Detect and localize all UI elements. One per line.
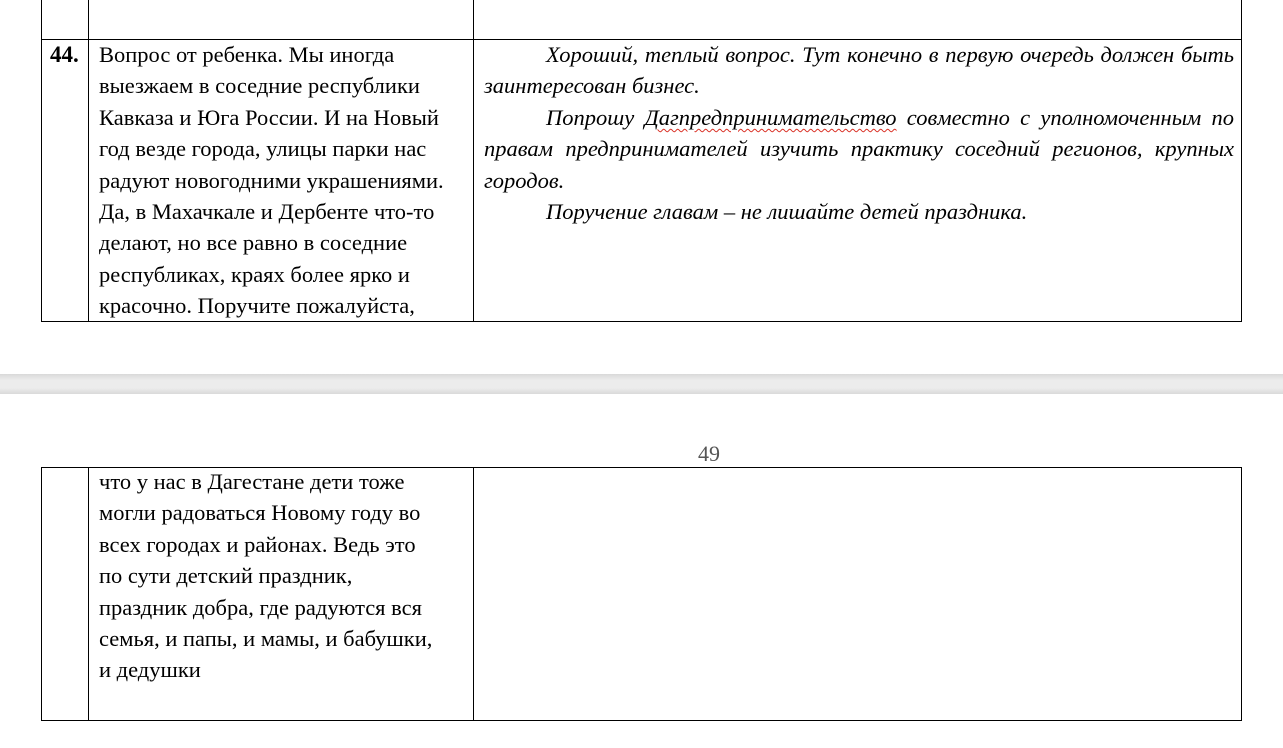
spellcheck-underlined-word[interactable]: Дагпредпринимательство [644,104,897,130]
question-line: праздник добра, где радуются вся [99,594,422,620]
answer-p2-start: Попрошу [546,104,635,130]
table-fragment-top [41,0,1242,322]
page-number: 49 [698,441,720,466]
column-divider-1 [88,0,89,321]
question-line: что у нас в Дагестане дети тоже [99,469,405,494]
column-divider-1 [88,468,89,720]
table-fragment-bottom [41,467,1242,721]
question-line: семья, и папы, и мамы, и бабушки, [99,626,433,652]
answer-paragraph-3: Поручение главам – не лишайте детей праздника. [546,199,1028,225]
column-divider-2 [473,468,474,720]
question-line: могли радоваться Новому году во [99,500,421,526]
answer-paragraph-1: Хороший, теплый вопрос. Тут конечно в первую очередь должен быть заинтересован бизнес. [484,42,1234,99]
document-page-49 [0,394,1283,748]
answer-paragraph-2 [484,102,1234,196]
question-text [99,39,469,322]
question-line: радуют новогодними украшениями. [99,167,444,193]
question-line: республиках, краях более ярко и [99,261,410,287]
row-number: 44. [50,42,79,67]
answer-p2-end: совместно с уполномоченным по правам предпринимателей изучить практику соседний регионов, крупных городов. [484,104,1235,193]
question-line: делают, но все равно в соседние [99,230,408,256]
question-line: Вопрос от ребенка. Мы иногда [99,42,395,67]
question-line: и дедушки [99,657,201,683]
question-line: Кавказа и Юга России. И на Новый [99,104,439,130]
question-line: всех городах и районах. Ведь это [99,531,416,557]
page-break-gap [0,374,1283,394]
answer-text [484,39,1234,227]
column-divider-2 [473,0,474,321]
question-line: по сути детский праздник, [99,563,353,589]
question-line: красочно. Поручите пожалуйста, [99,293,415,319]
question-line: год везде города, улицы парки нас [99,136,427,162]
question-text-continued [99,466,469,686]
question-line: Да, в Махачкале и Дербенте что-то [99,199,435,225]
question-line: выезжаем в соседние республики [99,73,420,99]
